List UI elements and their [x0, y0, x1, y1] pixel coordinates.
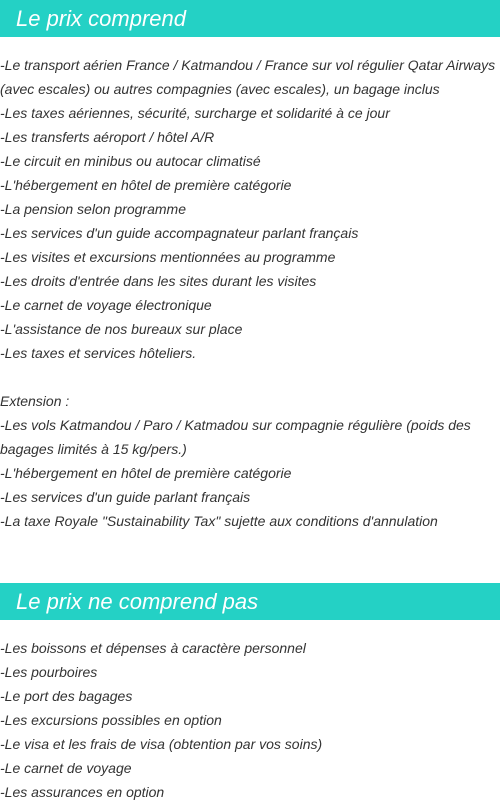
list-item: -L'hébergement en hôtel de première catégorie: [0, 465, 292, 481]
included-list: [0, 53, 500, 533]
list-item: -Le transport aérien France / Katmandou / France sur vol régulier Qatar Airways (avec escales) ou autres compagnies (avec escales), un bagage inclus: [0, 57, 496, 97]
list-item: -La pension selon programme: [0, 201, 186, 217]
list-item: -Les droits d'entrée dans les sites durant les visites: [0, 273, 317, 289]
list-item: -Les services d'un guide accompagnateur parlant français: [0, 225, 359, 241]
section-title-price-excludes: Le prix ne comprend pas: [16, 589, 259, 614]
section-header-price-includes: [0, 0, 500, 37]
list-item: -Les excursions possibles en option: [0, 712, 222, 728]
spacer: [0, 365, 500, 389]
list-item: -Le port des bagages: [0, 688, 133, 704]
list-item: -Les taxes et services hôteliers.: [0, 345, 197, 361]
list-item: -Les pourboires: [0, 664, 98, 680]
list-item: -Les boissons et dépenses à caractère personnel: [0, 640, 306, 656]
list-item: -Les assurances en option: [0, 784, 165, 800]
list-item: -La taxe Royale "Sustainability Tax" sujette aux conditions d'annulation: [0, 513, 438, 529]
list-item: -Les services d'un guide parlant français: [0, 489, 251, 505]
list-item: -Les visites et excursions mentionnées au programme: [0, 249, 336, 265]
list-item: -Le circuit en minibus ou autocar climatisé: [0, 153, 261, 169]
extension-label: Extension :: [0, 393, 70, 409]
list-item: -L'hébergement en hôtel de première catégorie: [0, 177, 292, 193]
list-item: -Le carnet de voyage: [0, 760, 132, 776]
section-header-price-excludes: [0, 583, 500, 620]
list-item: -Les transferts aéroport / hôtel A/R: [0, 129, 215, 145]
list-item: -Le carnet de voyage électronique: [0, 297, 212, 313]
list-item: -Les vols Katmandou / Paro / Katmadou sur compagnie régulière (poids des bagages limités à 15 kg/pers.): [0, 417, 471, 457]
excluded-list: [0, 636, 500, 804]
section-title-price-includes: Le prix comprend: [16, 6, 186, 31]
list-item: -Le visa et les frais de visa (obtention par vos soins): [0, 736, 323, 752]
list-item: -L'assistance de nos bureaux sur place: [0, 321, 243, 337]
list-item: -Les taxes aériennes, sécurité, surcharge et solidarité à ce jour: [0, 105, 390, 121]
